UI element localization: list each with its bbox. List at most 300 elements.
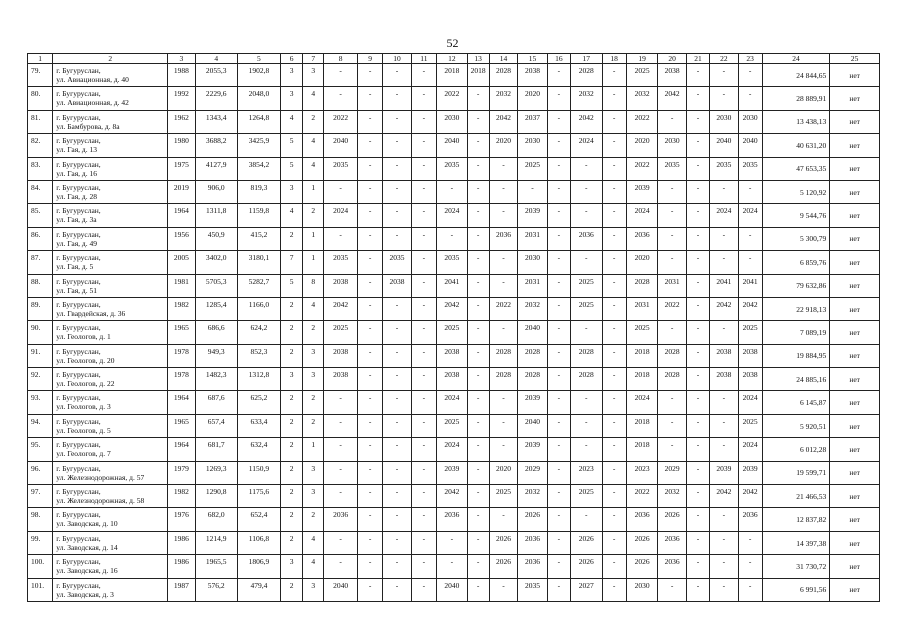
cell-c23: 2042 bbox=[738, 485, 762, 508]
cell-row-number: 95. bbox=[28, 438, 53, 461]
cell-entrances: 1 bbox=[303, 180, 324, 203]
cell-build-year: 1986 bbox=[168, 531, 195, 554]
cell-floors: 7 bbox=[281, 251, 303, 274]
cell-c11: - bbox=[411, 251, 436, 274]
cell-address: г. Бугуруслан, ул. Гая, д. 3а bbox=[53, 204, 168, 227]
cell-cost: 13 438,13 bbox=[762, 110, 829, 133]
cell-total-area: 576,2 bbox=[195, 578, 237, 601]
cell-c10: - bbox=[383, 110, 411, 133]
cell-floors: 3 bbox=[281, 180, 303, 203]
cell-c22: - bbox=[710, 321, 738, 344]
cell-floors: 4 bbox=[281, 110, 303, 133]
cell-c9: - bbox=[357, 555, 382, 578]
cell-c8: 2038 bbox=[324, 368, 358, 391]
header-cell: 1 bbox=[28, 54, 53, 64]
cell-living-area: 652,4 bbox=[237, 508, 280, 531]
cell-cost: 14 397,38 bbox=[762, 531, 829, 554]
cell-c19: 2039 bbox=[626, 180, 658, 203]
cell-status: нет bbox=[830, 485, 880, 508]
cell-c15: 2032 bbox=[518, 485, 548, 508]
cell-c18: - bbox=[602, 508, 626, 531]
cell-c23: 2038 bbox=[738, 368, 762, 391]
cell-c19: 2026 bbox=[626, 531, 658, 554]
cell-row-number: 83. bbox=[28, 157, 53, 180]
cell-c13: - bbox=[467, 414, 489, 437]
cell-c23: - bbox=[738, 227, 762, 250]
cell-c19: 2030 bbox=[626, 578, 658, 601]
header-cell: 21 bbox=[686, 54, 709, 64]
header-cell: 17 bbox=[570, 54, 602, 64]
cell-c23: 2025 bbox=[738, 414, 762, 437]
cell-c13: - bbox=[467, 157, 489, 180]
cell-c15: 2038 bbox=[518, 64, 548, 87]
cell-c17: - bbox=[570, 251, 602, 274]
cell-cost: 24 885,16 bbox=[762, 368, 829, 391]
cell-c22: - bbox=[710, 391, 738, 414]
cell-status: нет bbox=[830, 204, 880, 227]
table-header bbox=[28, 54, 880, 64]
cell-c13: - bbox=[467, 508, 489, 531]
cell-c21: - bbox=[686, 134, 709, 157]
cell-cost: 79 632,86 bbox=[762, 274, 829, 297]
cell-c10: - bbox=[383, 368, 411, 391]
cell-c19: 2018 bbox=[626, 438, 658, 461]
cell-living-area: 3180,1 bbox=[237, 251, 280, 274]
cell-address: г. Бугуруслан, ул. Гая, д. 16 bbox=[53, 157, 168, 180]
cell-c20: 2029 bbox=[658, 461, 686, 484]
cell-status: нет bbox=[830, 134, 880, 157]
cell-c21: - bbox=[686, 204, 709, 227]
cell-living-area: 1159,8 bbox=[237, 204, 280, 227]
cell-build-year: 1964 bbox=[168, 391, 195, 414]
cell-c22: - bbox=[710, 64, 738, 87]
cell-floors: 2 bbox=[281, 227, 303, 250]
cell-cost: 40 631,20 bbox=[762, 134, 829, 157]
cell-row-number: 82. bbox=[28, 134, 53, 157]
cell-c21: - bbox=[686, 531, 709, 554]
header-cell: 19 bbox=[626, 54, 658, 64]
cell-c8: - bbox=[324, 461, 358, 484]
cell-status: нет bbox=[830, 180, 880, 203]
cell-c22: 2024 bbox=[710, 204, 738, 227]
cell-build-year: 1956 bbox=[168, 227, 195, 250]
cell-cost: 12 837,82 bbox=[762, 508, 829, 531]
cell-c13: - bbox=[467, 368, 489, 391]
cell-c11: - bbox=[411, 297, 436, 320]
cell-living-area: 2048,0 bbox=[237, 87, 280, 110]
cell-floors: 3 bbox=[281, 555, 303, 578]
cell-c16: - bbox=[547, 485, 570, 508]
cell-c19: 2018 bbox=[626, 414, 658, 437]
cell-c19: 2025 bbox=[626, 321, 658, 344]
cell-c10: - bbox=[383, 321, 411, 344]
cell-c22: 2042 bbox=[710, 297, 738, 320]
cell-entrances: 4 bbox=[303, 531, 324, 554]
cell-c12: 2042 bbox=[437, 297, 468, 320]
cell-build-year: 1982 bbox=[168, 485, 195, 508]
cell-c23: 2041 bbox=[738, 274, 762, 297]
cell-c15: 2025 bbox=[518, 157, 548, 180]
cell-c21: - bbox=[686, 274, 709, 297]
cell-row-number: 91. bbox=[28, 344, 53, 367]
cell-c9: - bbox=[357, 204, 382, 227]
cell-c12: 2022 bbox=[437, 87, 468, 110]
cell-c22: - bbox=[710, 555, 738, 578]
table-row bbox=[28, 227, 880, 250]
cell-c15: 2030 bbox=[518, 134, 548, 157]
cell-c13: - bbox=[467, 438, 489, 461]
cell-c11: - bbox=[411, 274, 436, 297]
cell-c17: 2028 bbox=[570, 344, 602, 367]
cell-c21: - bbox=[686, 391, 709, 414]
cell-c9: - bbox=[357, 461, 382, 484]
cell-build-year: 1982 bbox=[168, 297, 195, 320]
cell-total-area: 1214,9 bbox=[195, 531, 237, 554]
cell-c15: 2020 bbox=[518, 87, 548, 110]
table-row bbox=[28, 274, 880, 297]
cell-c13: - bbox=[467, 274, 489, 297]
cell-c20: 2032 bbox=[658, 485, 686, 508]
cell-c19: 2020 bbox=[626, 251, 658, 274]
cell-c14: 2020 bbox=[489, 461, 517, 484]
cell-build-year: 1992 bbox=[168, 87, 195, 110]
cell-floors: 5 bbox=[281, 157, 303, 180]
cell-c8: - bbox=[324, 391, 358, 414]
cell-c9: - bbox=[357, 64, 382, 87]
cell-c14: - bbox=[489, 321, 517, 344]
cell-c13: - bbox=[467, 531, 489, 554]
cell-status: нет bbox=[830, 344, 880, 367]
cell-c21: - bbox=[686, 180, 709, 203]
cell-c18: - bbox=[602, 461, 626, 484]
cell-c9: - bbox=[357, 87, 382, 110]
cell-c12: 2030 bbox=[437, 110, 468, 133]
cell-c23: 2035 bbox=[738, 157, 762, 180]
cell-c10: - bbox=[383, 134, 411, 157]
cell-c16: - bbox=[547, 297, 570, 320]
cell-c21: - bbox=[686, 157, 709, 180]
table-row bbox=[28, 578, 880, 601]
cell-c13: - bbox=[467, 134, 489, 157]
cell-c18: - bbox=[602, 251, 626, 274]
header-cell: 15 bbox=[518, 54, 548, 64]
cell-c10: - bbox=[383, 578, 411, 601]
header-cell: 11 bbox=[411, 54, 436, 64]
table-row bbox=[28, 297, 880, 320]
cell-total-area: 3402,0 bbox=[195, 251, 237, 274]
cell-build-year: 1964 bbox=[168, 438, 195, 461]
header-cell: 16 bbox=[547, 54, 570, 64]
cell-row-number: 98. bbox=[28, 508, 53, 531]
cell-status: нет bbox=[830, 368, 880, 391]
cell-status: нет bbox=[830, 321, 880, 344]
cell-total-area: 682,0 bbox=[195, 508, 237, 531]
table-row bbox=[28, 157, 880, 180]
cell-c22: - bbox=[710, 508, 738, 531]
cell-c10: - bbox=[383, 485, 411, 508]
table-row bbox=[28, 251, 880, 274]
cell-c22: - bbox=[710, 227, 738, 250]
cell-c21: - bbox=[686, 251, 709, 274]
cell-c19: 2025 bbox=[626, 64, 658, 87]
cell-c15: 2028 bbox=[518, 368, 548, 391]
cell-c22: - bbox=[710, 414, 738, 437]
cell-c21: - bbox=[686, 555, 709, 578]
cell-address: г. Бугуруслан, ул. Заводская, д. 16 bbox=[53, 555, 168, 578]
cell-entrances: 3 bbox=[303, 64, 324, 87]
cell-status: нет bbox=[830, 414, 880, 437]
cell-c11: - bbox=[411, 180, 436, 203]
cell-c15: 2039 bbox=[518, 438, 548, 461]
cell-c21: - bbox=[686, 64, 709, 87]
cell-cost: 19 599,71 bbox=[762, 461, 829, 484]
cell-c19: 2022 bbox=[626, 157, 658, 180]
cell-entrances: 2 bbox=[303, 414, 324, 437]
cell-c15: 2029 bbox=[518, 461, 548, 484]
cell-c21: - bbox=[686, 297, 709, 320]
cell-floors: 2 bbox=[281, 438, 303, 461]
cell-c11: - bbox=[411, 485, 436, 508]
cell-c15: 2031 bbox=[518, 227, 548, 250]
cell-entrances: 4 bbox=[303, 157, 324, 180]
cell-c18: - bbox=[602, 438, 626, 461]
header-cell: 12 bbox=[437, 54, 468, 64]
cell-address: г. Бугуруслан, ул. Гая, д. 5 bbox=[53, 251, 168, 274]
header-cell: 22 bbox=[710, 54, 738, 64]
cell-c20: 2022 bbox=[658, 297, 686, 320]
cell-living-area: 1902,8 bbox=[237, 64, 280, 87]
cell-c11: - bbox=[411, 64, 436, 87]
cell-c12: - bbox=[437, 531, 468, 554]
cell-build-year: 1962 bbox=[168, 110, 195, 133]
cell-c23: - bbox=[738, 180, 762, 203]
cell-entrances: 8 bbox=[303, 274, 324, 297]
cell-build-year: 1988 bbox=[168, 64, 195, 87]
cell-floors: 2 bbox=[281, 321, 303, 344]
cell-cost: 7 089,19 bbox=[762, 321, 829, 344]
cell-c14: - bbox=[489, 204, 517, 227]
cell-living-area: 625,2 bbox=[237, 391, 280, 414]
cell-status: нет bbox=[830, 274, 880, 297]
cell-c20: - bbox=[658, 414, 686, 437]
cell-floors: 3 bbox=[281, 64, 303, 87]
cell-address: г. Бугуруслан, ул. Гвардейская, д. 36 bbox=[53, 297, 168, 320]
cell-floors: 4 bbox=[281, 204, 303, 227]
cell-status: нет bbox=[830, 508, 880, 531]
cell-total-area: 2229,6 bbox=[195, 87, 237, 110]
cell-c22: 2038 bbox=[710, 368, 738, 391]
cell-entrances: 3 bbox=[303, 461, 324, 484]
cell-c11: - bbox=[411, 134, 436, 157]
cell-row-number: 97. bbox=[28, 485, 53, 508]
cell-c13: - bbox=[467, 297, 489, 320]
cell-c23: 2038 bbox=[738, 344, 762, 367]
cell-c21: - bbox=[686, 485, 709, 508]
cell-c8: - bbox=[324, 485, 358, 508]
header-cell: 10 bbox=[383, 54, 411, 64]
cell-c13: - bbox=[467, 321, 489, 344]
cell-c15: 2040 bbox=[518, 414, 548, 437]
cell-living-area: 624,2 bbox=[237, 321, 280, 344]
cell-row-number: 84. bbox=[28, 180, 53, 203]
cell-living-area: 1312,8 bbox=[237, 368, 280, 391]
cell-c8: - bbox=[324, 414, 358, 437]
cell-address: г. Бугуруслан, ул. Авиационная, д. 40 bbox=[53, 64, 168, 87]
cell-c19: 2024 bbox=[626, 204, 658, 227]
cell-c14: - bbox=[489, 274, 517, 297]
cell-c11: - bbox=[411, 391, 436, 414]
cell-address: г. Бугуруслан, ул. Заводская, д. 10 bbox=[53, 508, 168, 531]
header-cell: 3 bbox=[168, 54, 195, 64]
cell-c12: 2024 bbox=[437, 204, 468, 227]
cell-c10: - bbox=[383, 180, 411, 203]
cell-address: г. Бугуруслан, ул. Гая, д. 51 bbox=[53, 274, 168, 297]
cell-row-number: 100. bbox=[28, 555, 53, 578]
cell-floors: 2 bbox=[281, 485, 303, 508]
cell-c18: - bbox=[602, 87, 626, 110]
cell-status: нет bbox=[830, 391, 880, 414]
cell-cost: 31 730,72 bbox=[762, 555, 829, 578]
cell-c10: - bbox=[383, 204, 411, 227]
cell-c17: 2025 bbox=[570, 297, 602, 320]
cell-c22: 2039 bbox=[710, 461, 738, 484]
cell-c16: - bbox=[547, 391, 570, 414]
cell-row-number: 80. bbox=[28, 87, 53, 110]
cell-c9: - bbox=[357, 485, 382, 508]
cell-row-number: 81. bbox=[28, 110, 53, 133]
cell-c20: 2038 bbox=[658, 64, 686, 87]
cell-total-area: 687,6 bbox=[195, 391, 237, 414]
cell-c11: - bbox=[411, 578, 436, 601]
cell-c23: 2024 bbox=[738, 438, 762, 461]
cell-c23: 2040 bbox=[738, 134, 762, 157]
cell-c9: - bbox=[357, 157, 382, 180]
cell-status: нет bbox=[830, 157, 880, 180]
cell-status: нет bbox=[830, 64, 880, 87]
cell-c15: - bbox=[518, 180, 548, 203]
table-row bbox=[28, 180, 880, 203]
header-row bbox=[28, 54, 880, 64]
cell-status: нет bbox=[830, 555, 880, 578]
cell-build-year: 1975 bbox=[168, 157, 195, 180]
cell-c23: - bbox=[738, 251, 762, 274]
cell-c19: 2018 bbox=[626, 344, 658, 367]
cell-c12: 2038 bbox=[437, 344, 468, 367]
cell-address: г. Бугуруслан, ул. Геологов, д. 22 bbox=[53, 368, 168, 391]
cell-c12: - bbox=[437, 227, 468, 250]
cell-total-area: 1965,5 bbox=[195, 555, 237, 578]
cell-c20: 2031 bbox=[658, 274, 686, 297]
cell-c21: - bbox=[686, 368, 709, 391]
header-cell: 20 bbox=[658, 54, 686, 64]
cell-c8: - bbox=[324, 64, 358, 87]
header-cell: 4 bbox=[195, 54, 237, 64]
cell-c23: 2025 bbox=[738, 321, 762, 344]
cell-c16: - bbox=[547, 555, 570, 578]
cell-c15: 2028 bbox=[518, 344, 548, 367]
header-cell: 14 bbox=[489, 54, 517, 64]
cell-c9: - bbox=[357, 531, 382, 554]
cell-c10: - bbox=[383, 508, 411, 531]
cell-c15: 2030 bbox=[518, 251, 548, 274]
cell-c9: - bbox=[357, 391, 382, 414]
cell-c14: - bbox=[489, 251, 517, 274]
cell-c20: - bbox=[658, 578, 686, 601]
cell-row-number: 96. bbox=[28, 461, 53, 484]
table-row bbox=[28, 531, 880, 554]
cell-c17: - bbox=[570, 391, 602, 414]
cell-floors: 2 bbox=[281, 391, 303, 414]
cell-c21: - bbox=[686, 578, 709, 601]
cell-c15: 2039 bbox=[518, 204, 548, 227]
cell-entrances: 4 bbox=[303, 87, 324, 110]
cell-c22: 2038 bbox=[710, 344, 738, 367]
cell-build-year: 1979 bbox=[168, 461, 195, 484]
cell-c20: - bbox=[658, 391, 686, 414]
table-row bbox=[28, 368, 880, 391]
cell-c18: - bbox=[602, 391, 626, 414]
cell-c17: 2026 bbox=[570, 555, 602, 578]
cell-c18: - bbox=[602, 555, 626, 578]
cell-c9: - bbox=[357, 368, 382, 391]
cell-c13: - bbox=[467, 110, 489, 133]
cell-c23: 2024 bbox=[738, 204, 762, 227]
cell-c17: - bbox=[570, 321, 602, 344]
cell-c11: - bbox=[411, 438, 436, 461]
cell-c11: - bbox=[411, 555, 436, 578]
cell-entrances: 3 bbox=[303, 344, 324, 367]
cell-c13: - bbox=[467, 555, 489, 578]
cell-c16: - bbox=[547, 227, 570, 250]
cell-total-area: 906,0 bbox=[195, 180, 237, 203]
cell-row-number: 94. bbox=[28, 414, 53, 437]
cell-c19: 2028 bbox=[626, 274, 658, 297]
cell-cost: 24 844,65 bbox=[762, 64, 829, 87]
cell-c18: - bbox=[602, 157, 626, 180]
cell-c20: 2036 bbox=[658, 531, 686, 554]
cell-c16: - bbox=[547, 414, 570, 437]
cell-floors: 3 bbox=[281, 368, 303, 391]
cell-c22: 2041 bbox=[710, 274, 738, 297]
cell-floors: 2 bbox=[281, 414, 303, 437]
cell-entrances: 1 bbox=[303, 438, 324, 461]
cell-c13: - bbox=[467, 180, 489, 203]
cell-c20: - bbox=[658, 251, 686, 274]
cell-c20: 2028 bbox=[658, 368, 686, 391]
cell-floors: 2 bbox=[281, 297, 303, 320]
cell-c15: 2032 bbox=[518, 297, 548, 320]
cell-c22: 2042 bbox=[710, 485, 738, 508]
cell-living-area: 479,4 bbox=[237, 578, 280, 601]
cell-address: г. Бугуруслан, ул. Железнодорожная, д. 57 bbox=[53, 461, 168, 484]
cell-c15: 2036 bbox=[518, 555, 548, 578]
cell-c12: 2025 bbox=[437, 321, 468, 344]
cell-address: г. Бугуруслан, ул. Железнодорожная, д. 58 bbox=[53, 485, 168, 508]
cell-c9: - bbox=[357, 251, 382, 274]
table-row bbox=[28, 461, 880, 484]
cell-status: нет bbox=[830, 438, 880, 461]
cell-c23: - bbox=[738, 578, 762, 601]
cell-c17: 2023 bbox=[570, 461, 602, 484]
cell-c15: 2039 bbox=[518, 391, 548, 414]
cell-c10: - bbox=[383, 227, 411, 250]
table-row bbox=[28, 438, 880, 461]
cell-c22: - bbox=[710, 531, 738, 554]
cell-c14: 2020 bbox=[489, 134, 517, 157]
cell-c18: - bbox=[602, 485, 626, 508]
cell-living-area: 852,3 bbox=[237, 344, 280, 367]
cell-c23: - bbox=[738, 87, 762, 110]
